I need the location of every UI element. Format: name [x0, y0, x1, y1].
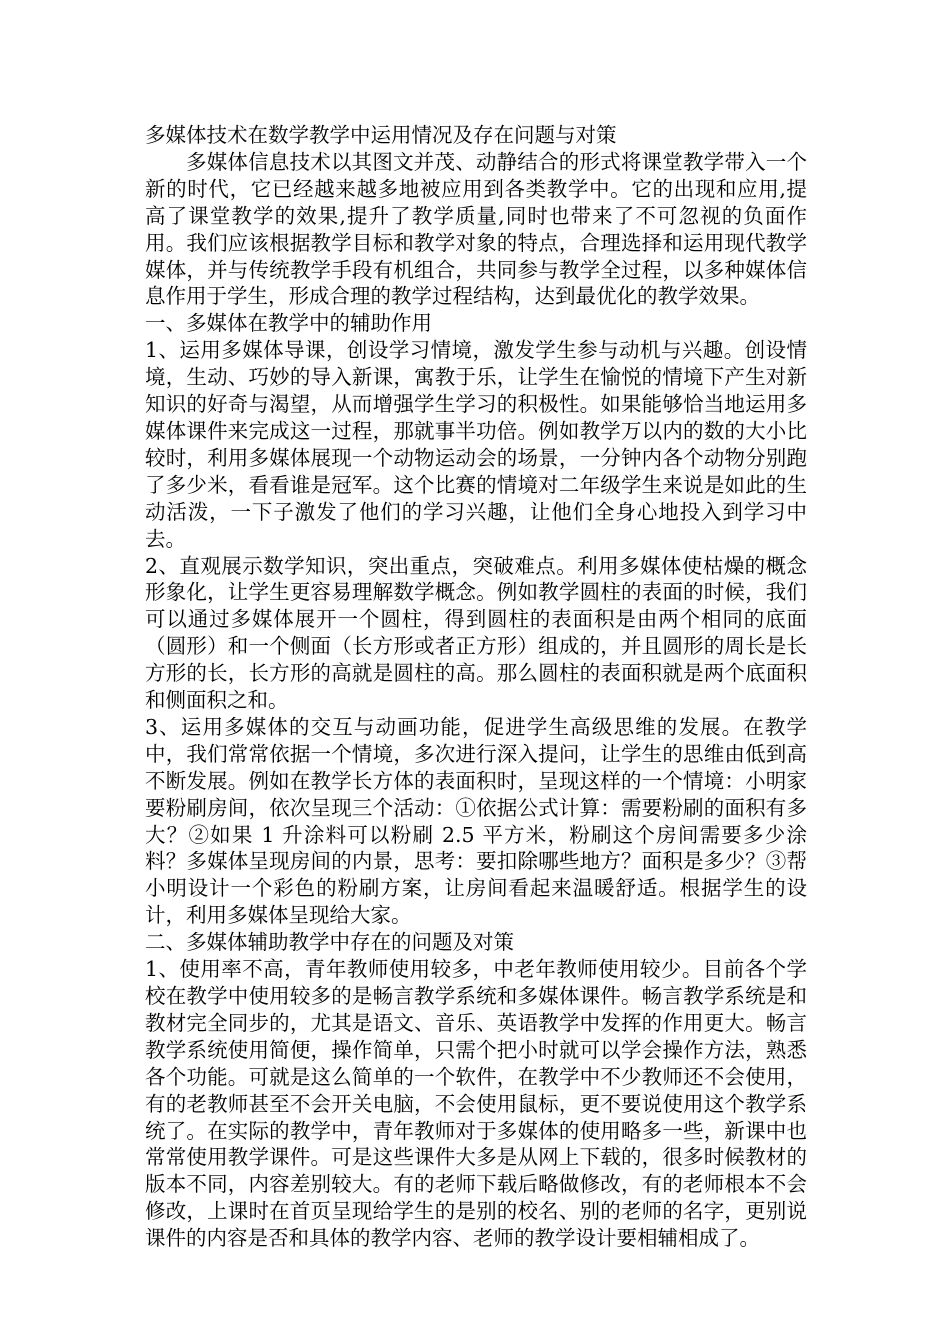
section-2-heading: 二、多媒体辅助教学中存在的问题及对策: [145, 930, 514, 955]
intro-paragraph: 多媒体信息技术以其图文并茂、动静结合的形式将课堂教学带入一个新的时代，它已经越来越多地被应用到各类教学中。它的出现和应用,提高了课堂教学的效果,提升了教学质量,同时也带来了不可忽视的负面作用。我们应该根据教学目标和教学对象的特点，合理选择和运用现代教学媒体，并与传统教学手段有机组合，共同参与教学全过程，以多种媒体信息作用于学生，形成合理的教学过程结构，达到最优化的教学效果。: [145, 149, 807, 309]
section-1-heading: 一、多媒体在教学中的辅助作用: [145, 311, 432, 336]
section-1-paragraph-2: 2、直观展示数学知识，突出重点，突破难点。利用多媒体使枯燥的概念形象化，让学生更容易理解数学概念。例如教学圆柱的表面的时候，我们可以通过多媒体展开一个圆柱，得到圆柱的表面积是由两个相同的底面（圆形）和一个侧面（长方形或者正方形）组成的，并且圆形的周长是长方形的长，长方形的高就是圆柱的高。那么圆柱的表面积就是两个底面积和侧面积之和。: [145, 553, 807, 713]
document-body: [145, 122, 807, 1252]
section-1-paragraph-1: 1、运用多媒体导课，创设学习情境，激发学生参与动机与兴趣。创设情境，生动、巧妙的导入新课，寓教于乐，让学生在愉悦的情境下产生对新知识的好奇与渴望，从而增强学生学习的积极性。如果能够恰当地运用多媒体课件来完成这一过程，那就事半功倍。例如教学万以内的数的大小比较时，利用多媒体展现一个动物运动会的场景，一分钟内各个动物分别跑了多少米，看看谁是冠军。这个比赛的情境对二年级学生来说是如此的生动活泼，一下子激发了他们的学习兴趣，让他们全身心地投入到学习中去。: [145, 338, 807, 551]
section-1-paragraph-3: 3、运用多媒体的交互与动画功能，促进学生高级思维的发展。在教学中，我们常常依据一个情境，多次进行深入提问，让学生的思维由低到高不断发展。例如在教学长方体的表面积时，呈现这样的一个情境：小明家要粉刷房间，依次呈现三个活动：①依据公式计算：需要粉刷的面积有多大？②如果 1 升涂料可以粉刷 2.5 平方米，粉刷这个房间需要多少涂料？多媒体呈现房间的内景，思考：要扣除哪些地方？面积是多少？③帮小明设计一个彩色的粉刷方案，让房间看起来温暖舒适。根据学生的设计，利用多媒体呈现给大家。: [145, 714, 807, 928]
section-2-paragraph-1: 1、使用率不高，青年教师使用较多，中老年教师使用较少。目前各个学校在教学中使用较多的是畅言教学系统和多媒体课件。畅言教学系统是和教材完全同步的，尤其是语文、音乐、英语教学中发挥的作用更大。畅言教学系统使用简便，操作简单，只需个把小时就可以学会操作方法，熟悉各个功能。可就是这么简单的一个软件，在教学中不少教师还不会使用，有的老教师甚至不会开关电脑，不会使用鼠标，更不要说使用这个教学系统了。在实际的教学中，青年教师对于多媒体的使用略多一些，新课中也常常使用教学课件。可是这些课件大多是从网上下载的，很多时候教材的版本不同，内容差别较大。有的老师下载后略做修改，有的老师根本不会修改，上课时在首页呈现给学生的是别的校名、别的老师的名字，更别说课件的内容是否和具体的教学内容、老师的教学设计要相辅相成了。: [145, 957, 807, 1251]
document-title: 多媒体技术在数学教学中运用情况及存在问题与对策: [145, 123, 617, 147]
